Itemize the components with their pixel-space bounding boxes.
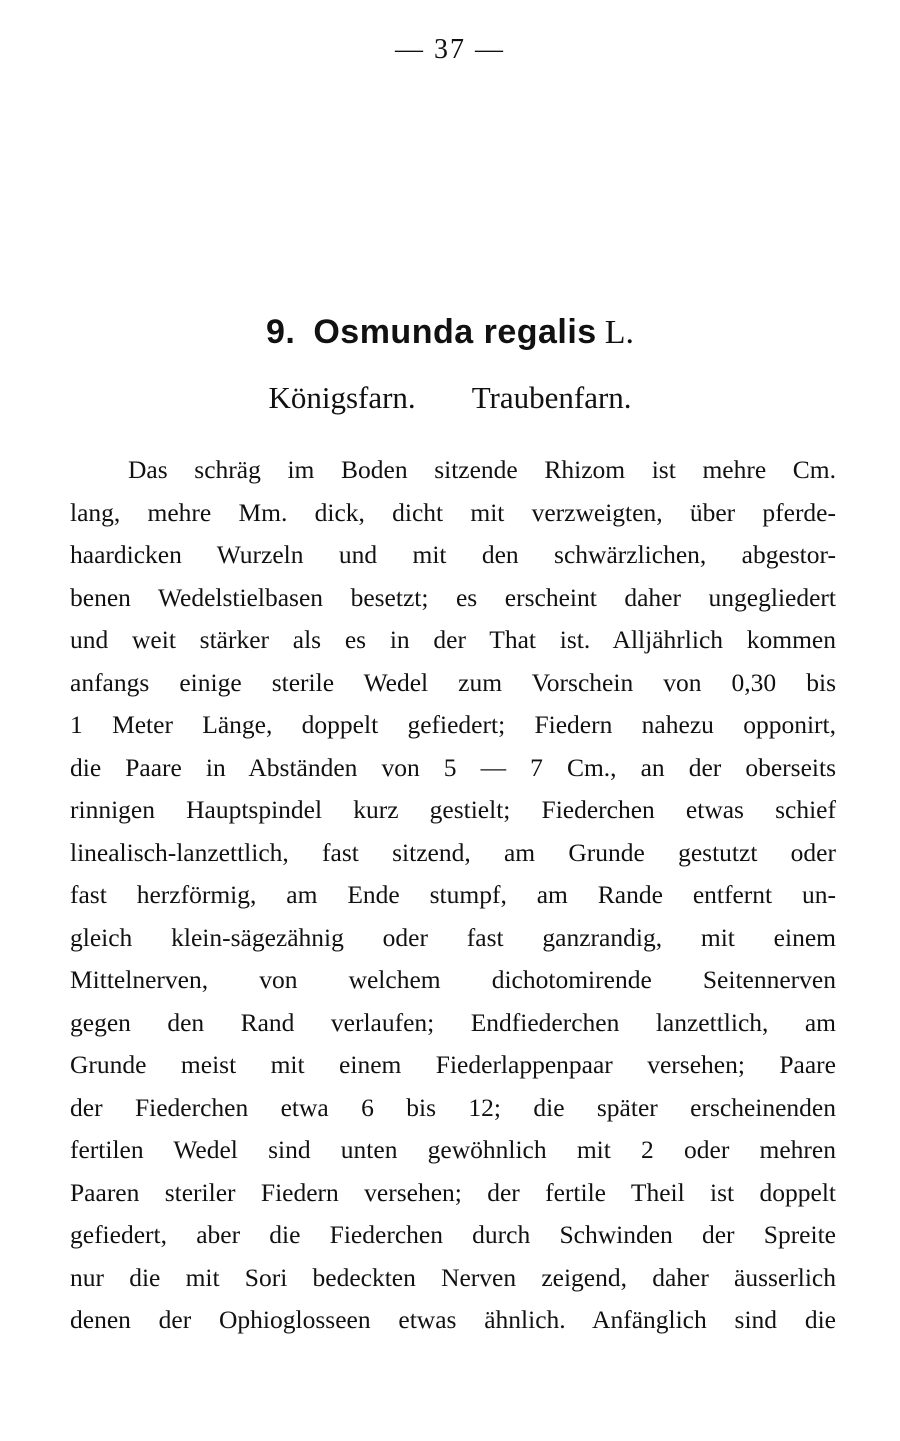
text-line: der Fiederchen etwa 6 bis 12; die später erscheinenden (70, 1092, 836, 1122)
common-names (0, 378, 900, 418)
text-line: anfangs einige sterile Wedel zum Vorschein von 0,30 bis (70, 667, 836, 697)
text-line: benen Wedelstielbasen besetzt; es erscheint daher ungegliedert (70, 582, 836, 612)
text-line: haardicken Wurzeln und mit den schwärzlichen, abgestor- (70, 540, 836, 569)
text-line: gleich klein-sägezähnig oder fast ganzrandig, mit einem (70, 922, 836, 952)
text-line: Mittelnerven, von welchem dichotomirende Seitennerven (70, 965, 836, 994)
text-line: gefiedert, aber die Fiederchen durch Schwinden der Spreite (70, 1220, 836, 1249)
species-number: 9. (265, 313, 296, 351)
body-paragraph (70, 449, 836, 1342)
text-line: fertilen Wedel sind unten gewöhnlich mit 2 oder mehren (70, 1135, 836, 1164)
text-line: 1 Meter Länge, doppelt gefiedert; Fiedern nahezu opponirt, (70, 710, 836, 739)
text-line: lang, mehre Mm. dick, dicht mit verzweigten, über pferde- (70, 497, 836, 527)
species-title: Osmunda regalis (313, 313, 597, 351)
text-line: Paaren steriler Fiedern versehen; der fertile Theil ist doppelt (70, 1177, 836, 1207)
text-line: gegen den Rand verlaufen; Endfiederchen lanzettlich, am (70, 1007, 836, 1037)
text-line: fast herzförmig, am Ende stumpf, am Rande entfernt un- (70, 880, 836, 909)
species-author: L. (604, 314, 634, 351)
page-number: — 37 — (395, 34, 505, 65)
text-line: rinnigen Hauptspindel kurz gestielt; Fiederchen etwas schief (70, 795, 836, 824)
text-line: Grunde meist mit einem Fiederlappenpaar versehen; Paare (70, 1050, 836, 1079)
text-line: Das schräg im Boden sitzende Rhizom ist mehre Cm. (128, 455, 836, 484)
species-heading (0, 310, 900, 355)
text-line: linealisch-lanzettlich, fast sitzend, am Grunde gestutzt oder (70, 837, 836, 867)
text-line: und weit stärker als es in der That ist. Alljährlich kommen (70, 625, 836, 654)
text-line: nur die mit Sori bedeckten Nerven zeigend, daher äusserlich (70, 1262, 836, 1292)
common-name-2: Traubenfarn. (471, 380, 632, 415)
text-line: die Paare in Abständen von 5 — 7 Cm., an der oberseits (70, 752, 836, 782)
text-line: denen der Ophioglosseen etwas ähnlich. Anfänglich sind die (70, 1305, 836, 1334)
common-name-1: Königsfarn. (268, 380, 416, 415)
